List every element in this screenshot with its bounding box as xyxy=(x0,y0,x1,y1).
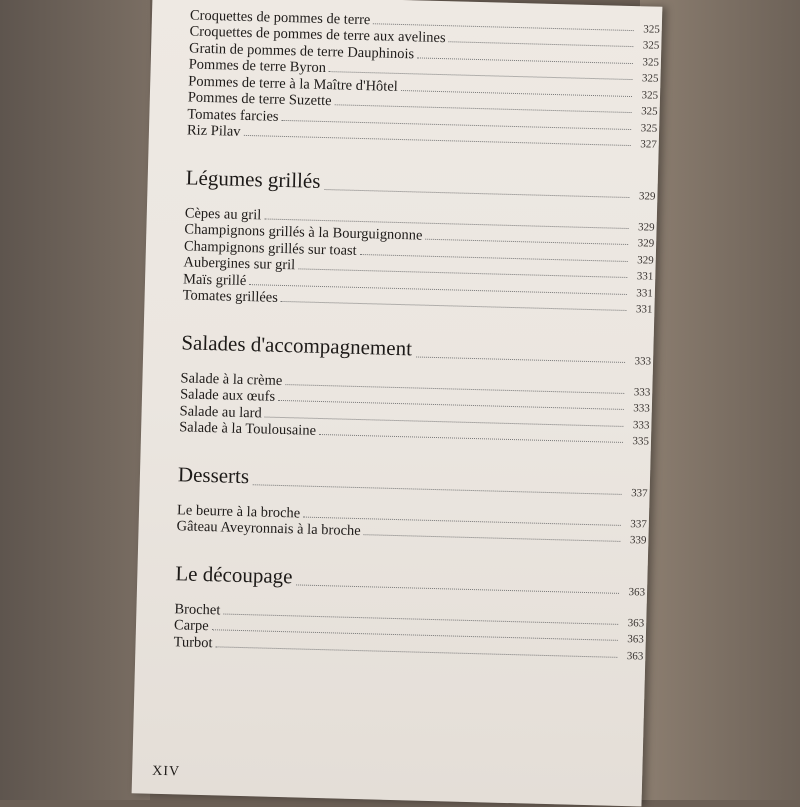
toc-entry-page: 333 xyxy=(632,418,650,432)
toc-entry-label: Croquettes de pommes de terre xyxy=(189,6,371,28)
toc-entry-label: Le beurre à la broche xyxy=(176,501,301,522)
toc-entry-label: Pommes de terre Byron xyxy=(188,56,327,77)
toc-entry-page: 325 xyxy=(643,22,660,36)
toc-entry-page: 329 xyxy=(637,220,655,234)
page-number-label: XIV xyxy=(152,763,181,780)
toc-entry-page: 327 xyxy=(640,138,657,151)
section-heading: Le découpage xyxy=(175,561,293,589)
toc-entry-page: 337 xyxy=(630,517,647,531)
background-right xyxy=(640,0,800,800)
dot-leader xyxy=(215,646,617,658)
toc-entry-label: Champignons grillés sur toast xyxy=(183,237,357,259)
toc-entry-page: 329 xyxy=(637,253,654,267)
toc-entry-page: 363 xyxy=(627,616,645,630)
toc-entry-label: Aubergines sur gril xyxy=(183,254,296,274)
toc-entry-page: 325 xyxy=(640,105,658,118)
toc-entry-label: Turbot xyxy=(173,633,213,651)
toc-entry-label: Maïs grillé xyxy=(182,270,247,289)
toc-entry-page: 325 xyxy=(641,72,659,85)
toc-entry-page: 335 xyxy=(632,435,650,448)
toc-entry-page: 333 xyxy=(633,385,651,399)
toc-entry-label: Gratin de pommes de terre Dauphinois xyxy=(188,39,415,62)
toc-entry-label: Tomates farcies xyxy=(187,105,279,125)
toc-entry-label: Croquettes de pommes de terre aux avelines xyxy=(189,23,446,47)
toc-entry-page: 331 xyxy=(635,303,653,316)
background-left xyxy=(0,0,150,800)
toc-entry-page: 333 xyxy=(633,402,651,415)
section-heading: Desserts xyxy=(177,462,250,489)
toc-entry-label: Pommes de terre à la Maître d'Hôtel xyxy=(188,72,398,95)
toc-entry-page: 325 xyxy=(640,121,658,135)
toc-entry-page: 325 xyxy=(642,39,660,52)
section-page: 333 xyxy=(634,355,652,368)
toc-entry-label: Salade au lard xyxy=(179,402,262,421)
toc-entry-page: 325 xyxy=(641,88,659,102)
toc-entry-label: Salade aux œufs xyxy=(179,386,276,405)
toc-entry-label: Pommes de terre Suzette xyxy=(187,89,332,110)
toc-entry-label: Tomates grillées xyxy=(182,287,279,306)
table-of-contents xyxy=(173,6,660,662)
toc-entry-page: 331 xyxy=(636,270,654,283)
toc-entry-label: Carpe xyxy=(173,617,209,635)
toc-entry-page: 339 xyxy=(629,534,647,547)
toc-entry-page: 363 xyxy=(627,633,644,646)
toc-entry-label: Gâteau Aveyronnais à la broche xyxy=(176,518,361,540)
toc-entry-page: 329 xyxy=(637,237,655,250)
toc-entry-label: Brochet xyxy=(174,600,221,618)
toc-entry-label: Cèpes au gril xyxy=(184,204,262,223)
book-page xyxy=(132,0,663,807)
toc-entry-label: Riz Pilav xyxy=(186,122,241,140)
section-page: 329 xyxy=(638,190,656,203)
toc-entry-page: 325 xyxy=(642,55,660,69)
toc-entry-page: 331 xyxy=(636,286,654,300)
toc-entry-label: Champignons grillés à la Bourguignonne xyxy=(184,221,423,244)
section-page: 363 xyxy=(628,586,646,599)
section-heading: Légumes grillés xyxy=(185,165,321,193)
toc-entry-label: Salade à la Toulousaine xyxy=(179,419,317,439)
toc-entry-label: Salade à la crème xyxy=(180,369,283,389)
toc-entry-page: 363 xyxy=(626,649,644,663)
section-page: 337 xyxy=(630,487,648,500)
section-heading: Salades d'accompagnement xyxy=(181,330,413,361)
